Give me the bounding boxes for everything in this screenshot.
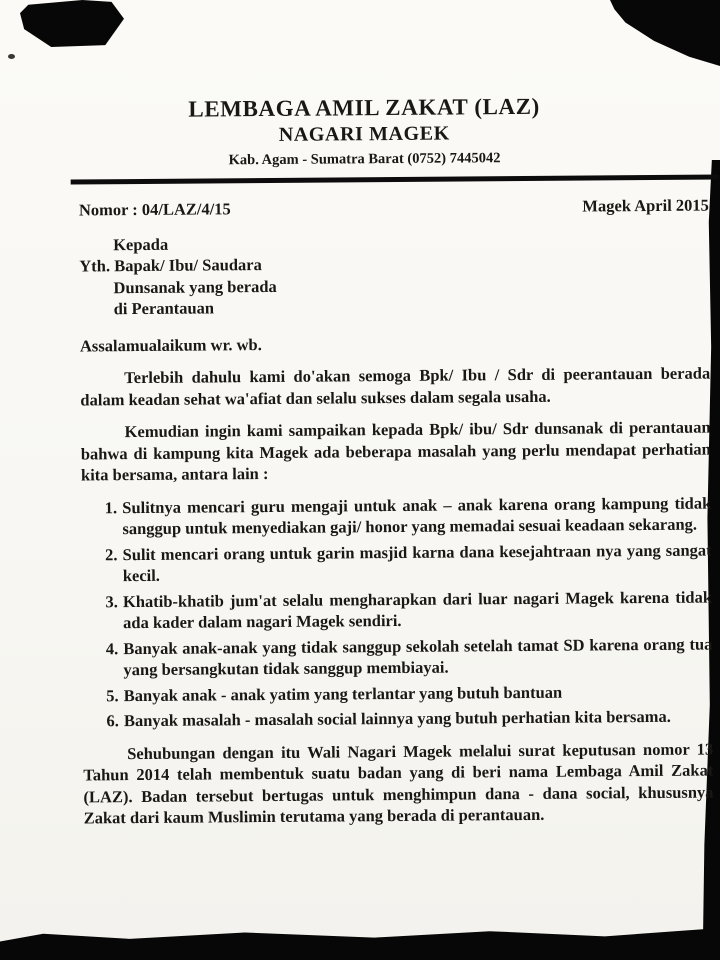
paragraph-2: Kemudian ingin kami sampaikan kepada Bpk/ ibu/ Sdr dunsanak di perantauan bahwa di kampung kita Magek ada beberapa masalah yang perlu mendapat perhatian kita bersama, antara lain :: [80, 417, 711, 485]
recipient-heading: Kepada: [113, 234, 169, 254]
letter-content: [78, 92, 714, 829]
salutation: Assalamualaikum wr. wb.: [79, 334, 262, 355]
issue-item-5: 5. Banyak anak - anak yatim yang terlantar yang butuh bantuan: [123, 680, 713, 706]
recipient-block: [79, 229, 710, 320]
issue-item-3: 3. Khatib-khatib jum'at selalu mengharapkan dari luar nagari Magek karena tidak ada kader dalam nagari Magek sendiri.: [122, 586, 712, 634]
issue-item-4: 4. Banyak anak-anak yang tidak sanggup sekolah setelah tamat SD karena orang tua yang bersangkutan tidak sanggup membiayai.: [122, 633, 712, 681]
letter-number: Nomor : 04/LAZ/4/15: [78, 199, 231, 220]
recipient-line-3: di Perantauan: [113, 298, 215, 319]
scan-artifact-speck: [8, 54, 15, 59]
scan-artifact-top-left: [20, 0, 124, 47]
letterhead: [78, 92, 709, 171]
issues-list: [81, 492, 713, 732]
letterhead-divider: [71, 174, 719, 184]
org-name-line1: LEMBAGA AMIL ZAKAT (LAZ): [188, 93, 540, 122]
recipient-line-1: Yth. Bapak/ Ibu/ Saudara: [79, 255, 262, 276]
paragraph-1: Terlebih dahulu kami do'akan semoga Bpk/ Ibu / Sdr di peerantauan berada dalam keadan sehat wa'afiat dan selalu sukses dalam segala usaha.: [80, 363, 711, 409]
letter-meta-row: [79, 195, 709, 221]
issue-item-6: 6. Banyak masalah - masalah social lainnya yang butuh perhatian kita bersama.: [123, 706, 713, 732]
issue-item-1: 1. Sulitnya mencari guru mengaji untuk anak – anak karena orang kampung tidak sanggup untuk menyediakan gaji/ honor yang memadai sesuai keadaan sekarang.: [121, 492, 711, 540]
org-name-line2: NAGARI MAGEK: [278, 122, 450, 146]
closing-paragraph: Sehubungan dengan itu Wali Nagari Magek melalui surat keputusan nomor 13 Tahun 2014 telah membentuk suatu badan yang di beri nama Lembaga Amil Zakat (LAZ). Badan tersebut bertugas untuk menghimpun dana - dana social, khususnya Zakat dari kaum Muslimin terutama yang berada di perantauan.: [83, 739, 714, 828]
scan-artifact-bottom-edge: [0, 928, 720, 960]
scan-artifact-top-right: [610, 0, 720, 66]
issue-item-2: 2. Sulit mencari orang untuk garin masjid karna dana kesejahtraan nya yang sangat kecil.: [122, 539, 712, 587]
recipient-line-2: Dunsanak yang berada: [113, 276, 277, 297]
letter-date: Magek April 2015: [582, 195, 709, 216]
org-address: Kab. Agam - Sumatra Barat (0752) 7445042: [228, 150, 501, 169]
